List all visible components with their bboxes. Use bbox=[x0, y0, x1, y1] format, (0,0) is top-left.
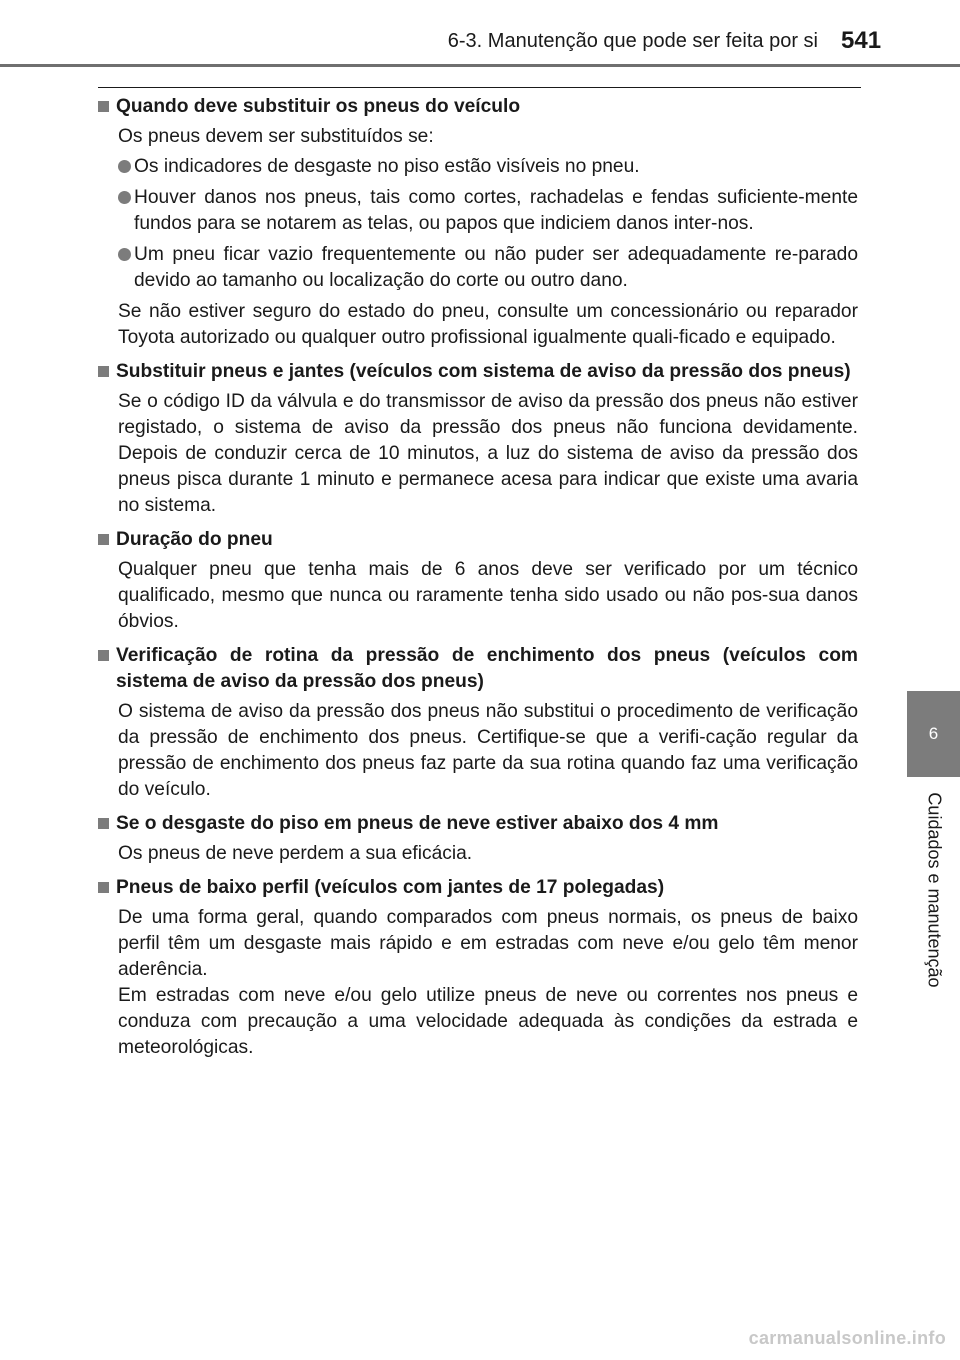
page-header bbox=[0, 0, 960, 66]
chapter-number: 6 bbox=[928, 724, 939, 743]
list-item: Os indicadores de desgaste no piso estão visíveis no pneu. bbox=[118, 154, 858, 180]
section-low-profile-tires bbox=[98, 875, 858, 1061]
section-title: 6-3. Manutenção que pode ser feita por si bbox=[447, 30, 818, 52]
paragraph: Se o código ID da válvula e do transmissor de aviso da pressão dos pneus não estiver registado, o sistema de aviso da pressão dos pneus não funciona devidamente. Depois de conduzir cerca de 10 minutos, a luz do sistema de aviso da pressão dos pneus pisca durante 1 minuto e permanece acesa para indicar que existe uma avaria no sistema. bbox=[118, 391, 858, 516]
round-bullet-icon bbox=[118, 160, 131, 173]
bullet-list bbox=[118, 154, 858, 294]
paragraph: Se não estiver seguro do estado do pneu, consulte um concessionário ou reparador Toyota autorizado ou qualquer outro profissional igualmente quali-ficado e equipado. bbox=[118, 301, 858, 348]
section-routine-pressure-check bbox=[98, 643, 858, 803]
round-bullet-icon bbox=[118, 248, 131, 261]
section-when-replace bbox=[98, 94, 858, 351]
square-bullet-icon bbox=[98, 534, 109, 545]
paragraph: Os pneus devem ser substituídos se: bbox=[118, 126, 434, 147]
section-replace-tires-wheels bbox=[98, 359, 858, 519]
list-item: Um pneu ficar vazio frequentemente ou não puder ser adequadamente re-parado devido ao tamanho ou localização do corte ou outro dano. bbox=[118, 242, 858, 294]
content-divider bbox=[98, 87, 861, 88]
square-bullet-icon bbox=[98, 366, 109, 377]
paragraph: De uma forma geral, quando comparados com pneus normais, os pneus de baixo perfil têm um desgaste mais rápido e em estradas com neve e/ou gelo têm menor aderência. bbox=[118, 907, 858, 980]
page-content bbox=[98, 94, 858, 1069]
section-tire-lifespan bbox=[98, 527, 858, 635]
watermark: carmanualsonline.info bbox=[748, 1328, 946, 1348]
section-heading: Substituir pneus e jantes (veículos com sistema de aviso da pressão dos pneus) bbox=[98, 359, 858, 385]
section-snow-tire-wear bbox=[98, 811, 858, 867]
square-bullet-icon bbox=[98, 650, 109, 661]
list-item: Houver danos nos pneus, tais como cortes, rachadelas e fendas suficiente-mente fundos para se notarem as telas, ou papos que indiciem danos inter-nos. bbox=[118, 185, 858, 237]
square-bullet-icon bbox=[98, 101, 109, 112]
square-bullet-icon bbox=[98, 882, 109, 893]
section-heading: Quando deve substituir os pneus do veículo bbox=[98, 94, 858, 120]
section-heading: Duração do pneu bbox=[98, 527, 858, 553]
paragraph: Os pneus de neve perdem a sua eficácia. bbox=[118, 843, 473, 864]
paragraph: Em estradas com neve e/ou gelo utilize pneus de neve ou correntes nos pneus e conduza com precaução a uma velocidade adequada às condições da estrada e meteorológicas. bbox=[118, 985, 858, 1058]
page-number: 541 bbox=[841, 27, 882, 54]
paragraph: Qualquer pneu que tenha mais de 6 anos deve ser verificado por um técnico qualificado, mesmo que nunca ou raramente tenha sido usado ou não pos-sua danos óbvios. bbox=[118, 559, 858, 632]
square-bullet-icon bbox=[98, 818, 109, 829]
section-heading: Se o desgaste do piso em pneus de neve estiver abaixo dos 4 mm bbox=[98, 811, 858, 837]
chapter-tab bbox=[907, 691, 960, 777]
chapter-label: Cuidados e manutenção bbox=[924, 792, 945, 988]
section-heading: Pneus de baixo perfil (veículos com jantes de 17 polegadas) bbox=[98, 875, 858, 901]
header-divider bbox=[0, 64, 960, 67]
section-heading: Verificação de rotina da pressão de enchimento dos pneus (veículos com sistema de aviso da pressão dos pneus) bbox=[98, 643, 858, 695]
paragraph: O sistema de aviso da pressão dos pneus não substitui o procedimento de verificação da pressão de enchimento dos pneus. Certifique-se que a verifi-cação regular da pressão de enchimento dos pneus faz parte da sua rotina quando faz uma verificação do veículo. bbox=[118, 701, 858, 800]
round-bullet-icon bbox=[118, 191, 131, 204]
